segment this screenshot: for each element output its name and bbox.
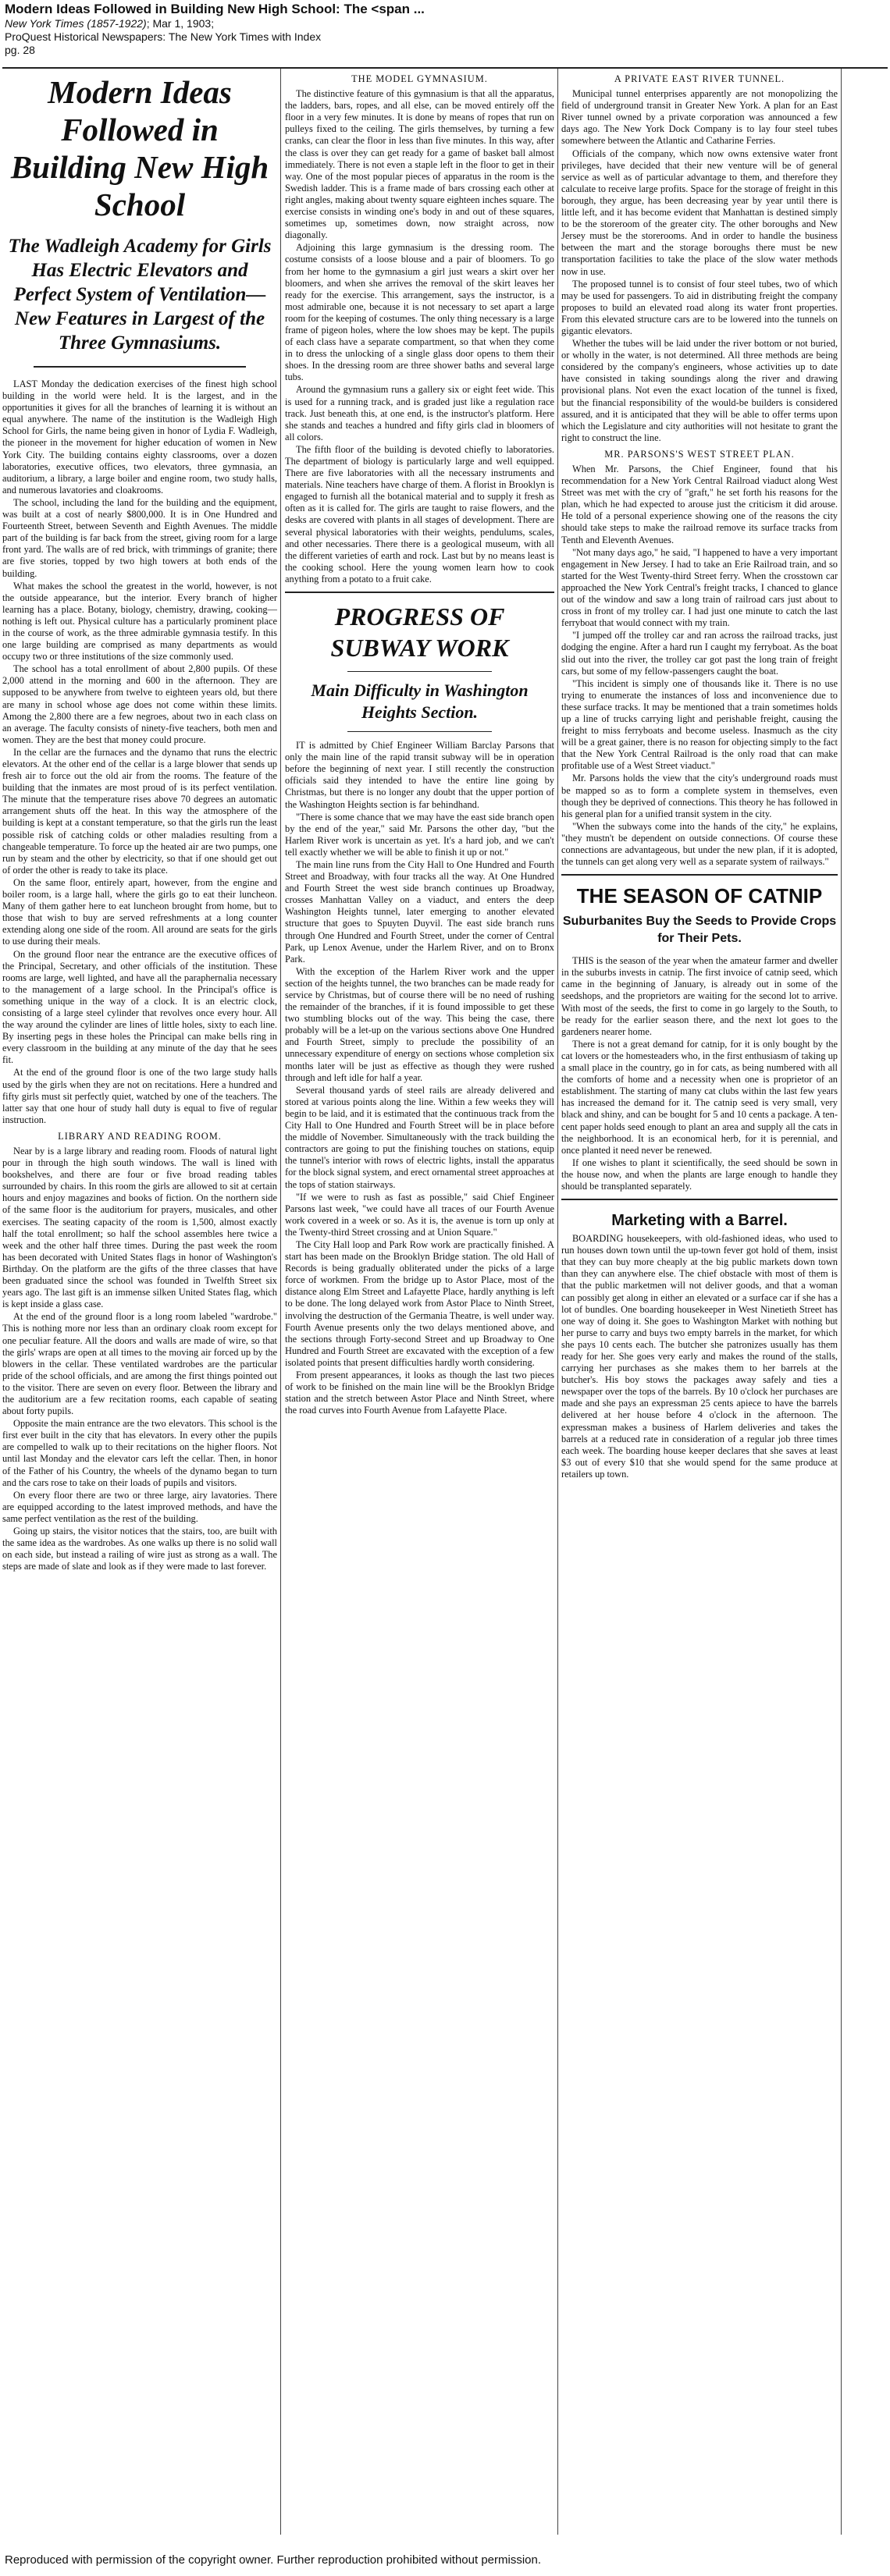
headline-rule: [34, 366, 246, 368]
section-rule: [561, 1199, 838, 1200]
article-paragraph: "If we were to rush as fast as possible," said Chief Engineer Parsons last week, "we could have all traces of our Fourth Avenue work covered in a week or so. As it is, the avenue is torn up only at the Twenty-third Street crossing and at Union Square.": [285, 1191, 554, 1238]
subway-body: [285, 740, 554, 1416]
article-paragraph: "There is some chance that we may have the east side branch open by the end of the year," said Mr. Parsons the other day, "but the Harlem River work is uncertain as yet. It's a hard job, and we can't tell exactly whether we will be able to finish it up or not.": [285, 811, 554, 858]
column-2: [285, 69, 554, 2535]
article-paragraph: The school has a total enrollment of about 2,800 pupils. Of these 2,000 attend in the morning and 600 in the afternoon. They are supposed to be anywhere from twelve to eighteen years old, but there are many in school whose age does not come within these limits. Among the 2,800 there are a few negroes, about two in each class on an average. The faculty consists of ninety-five teachers, both men and women. They are the best that money could procure.: [2, 663, 277, 745]
article-title-link[interactable]: Modern Ideas Followed in Building New High School: The <span ...: [5, 2, 425, 16]
article-paragraph: THIS is the season of the year when the amateur farmer and dweller in the suburbs invests in catnip. The first invoice of catnip seed, which came in the beginning of January, is already out in some of the seedshops, and the proprietors are waiting for the second lot to arrive. With most of the seeds, the first to come in go largely to the South, to be ready for the earlier season there, and the next lot goes to the gardeners nearer home.: [561, 955, 838, 1037]
article-paragraph: BOARDING housekeepers, with old-fashioned ideas, who used to run houses down town until the up-town fever got hold of them, insist that they can buy more cheaply at the big public markets down town than they can anywhere else. The chief obstacle with most of them is that the public marketmen will not deliver goods, and that a woman can possibly get along in either an elevated or a surface car if she has a lot of bundles. One boarding housekeeper in West Ninetieth Street has one way of doing it. She goes to Washington Market with nothing but her purse to carry and buys two empty barrels in the market, for which she pays 10 cents each. The butcher she patronizes usually has them ready for her. She goes very early and makes the round of the stalls, carrying her purchases as she makes them to her barrels at the butcher's. His boy stows the packages away safely and ties a newspaper over the tops of the barrels. By 10 o'clock her purchases are made and she pays an expressman 25 cents apiece to have the barrels delivered at her house before 4 o'clock in the afternoon. The expressman makes a business of Harlem deliveries and takes the barrels at a reduced rate in consideration of a regular job three times each week. The boarding house keeper declares that she saves at least $3 out of every $10 that she would spend for the same produce at retailers up town.: [561, 1233, 838, 1480]
citation-header: [5, 2, 885, 57]
catnip-headline: THE SEASON OF CATNIP: [576, 884, 823, 908]
gymnasium-subhead: THE MODEL GYMNASIUM.: [351, 73, 488, 84]
publication-date: ; Mar 1, 1903;: [146, 17, 215, 30]
article-paragraph: On every floor there are two or three large, airy lavatories. There are equipped according to the latest improved methods, and have the same perfect ventilation as the rest of the building.: [2, 1489, 277, 1524]
barrel-body: [561, 1233, 838, 1480]
newspaper-article: [2, 67, 888, 2535]
citation-source-line: [5, 17, 885, 30]
article-paragraph: Several thousand yards of steel rails are already delivered and stored at various points along the line. Within a few weeks they will begin to be laid, and it is estimated that the continuous track from the City Hall to One Hundred and Fourth Street will be in place before the middle of November. Simultaneously with the track building the contractors are going to put the finishing touches on stations, equip the tunnel's interior with rows of electric lights, install the apparatus for the block signal system, and erect ornamental street approaches at the tops of station stairways.: [285, 1084, 554, 1190]
article-paragraph: When Mr. Parsons, the Chief Engineer, found that his recommendation for a New York Central Railroad viaduct along West Street was met with the cry of "graft," he set forth his reasons for the plan, which he had expected to arouse just the criticism it did arouse. He told of a personal experience showing one of the reasons the city should take steps to make the railroad remove its surface tracks from Tenth and Eleventh Avenues.: [561, 464, 838, 545]
article-paragraph: There is not a great demand for catnip, for it is only bought by the cat lovers or the homesteaders who, in the first enthusiasm of taking up a small place in the country, go in for cats, as being numbered with all the comforts of home and a necessity when one is proprietor of an establishment. The starting of many cat clubs within the last few years has increased the demand for it. The catnip seed is very small, very black and shiny, and can be bought for 5 and 10 cents a package. A ten-cent paper holds seed enough to plant an area and supply all the cats in the neighborhood. It is an economical herb, for it is perennial, and once planted it need never be renewed.: [561, 1038, 838, 1156]
column-divider: [557, 69, 558, 2535]
article-paragraph: From present appearances, it looks as though the last two pieces of work to be finished on the main line will be the Brooklyn Bridge station and the stretch between Astor Place and Ninth Street, where the road curves into Fourth Avenue from Lafayette Place.: [285, 1370, 554, 1416]
article-paragraph: The distinctive feature of this gymnasium is that all the apparatus, the ladders, bars, ropes, and all else, can be moved entirely off the floor in a very few minutes. It is done by means of ropes that run on pulleys fixed to the ceiling. The girls themselves, by turning a few cranks, can clear the floor in less than five minutes. In this way, after the class is over they can get ready for a game of basket ball almost immediately. There is not even a staple left in the floor to get in their way. One of the most popular pieces of apparatus in the room is the Swedish ladder. This is a frame made of bars crossing each other at right angles, making about twenty square eighteen inches square. The exercise consists in winding one's body in and out of these squares, sometimes up, sometimes down, now straight across, now diagonally.: [285, 88, 554, 241]
article-paragraph: "When the subways come into the hands of the city," he explains, "they mustn't be dependent on outside connections. Of course these connections are advantageous, but under the new plan, if it is adopted, the tunnels can get along very well as a separate system of railways.": [561, 820, 838, 868]
article-paragraph: IT is admitted by Chief Engineer William Barclay Parsons that only the main line of the rapid transit subway will be in operation before the beginning of next year. I still recently the construction officials said they intended to have the entire line going by Christmas, but there is no longer any doubt that the upper portion of the Washington Heights section is far behindhand.: [285, 740, 554, 810]
east-river-tunnel-subhead: A PRIVATE EAST RIVER TUNNEL.: [614, 73, 785, 84]
section-rule: [285, 592, 554, 593]
article-paragraph: The main line runs from the City Hall to One Hundred and Fourth Street and Broadway, with four tracks all the way. At One Hundred and Fourth Street the west side branch continues up Broadway, crosses Manhattan Valley on a viaduct, and enters the deep Washington Heights tunnel, later emerging to another elevated structure that goes to Spuyten Duyvil. The east side branch runs through One Hundred and Fourth Street, under the corner of Central Park, up Lenox Avenue, under the Harlem River, and on to Bronx Park.: [285, 858, 554, 965]
article-paragraph: Near by is a large library and reading room. Floods of natural light pour in through the high south windows. The wall is lined with bookshelves, and there are four or five broad reading tables surrounded by chairs. In this room the girls are allowed to sit at certain hours and enjoy magazines and books of fiction. On the northern side of the same floor is the auditorium for prayers, musicales, and other exercises. The seating capacity of the room is 1,500, almost exactly half the total enrollment; so half the school assembles here twice a week and the other half three times. During the past week the room has been decorated with United States flags in honor of Washington's Birthday. On the platform are the gifts of the three classes that have been graduated since the school was founded in Twelfth Street six years ago. The last gift is an immense silken United States flag, which is kept inside a glass case.: [2, 1146, 277, 1310]
subway-headline: PROGRESS OF SUBWAY WORK: [330, 602, 509, 663]
article-paragraph: With the exception of the Harlem River work and the upper section of the heights tunnel, the two branches can be made ready for service by Christmas, but of course there will be no need of rushing the remainder of the branches, if it is found impossible to get these two stumbling blocks out of the way. This being the case, there probably will be a let-up on the various sections above One Hundred and Fourth Street, simply to preclude the possibility of an unnecessary expenditure of energy on sections whose completion six months later will be just as effective as though they were rushed through and left idle for half a year.: [285, 965, 554, 1083]
newspaper-name: New York Times (1857-1922): [5, 17, 147, 30]
column-divider: [280, 69, 281, 2535]
copyright-notice: Reproduced with permission of the copyright owner. Further reproduction prohibited without permission.: [5, 2553, 542, 2567]
article-paragraph: What makes the school the greatest in the world, however, is not the outside appearance, but the interior. Every branch of higher learning has a place. Botany, biology, chemistry, drawing, cooking—nothing is left out. Physical culture has a particularly prominent place in the course of work, as the three admirable gymnasia testify. In this one large building are comprised as many departments as would occupy two or three institutions of the size commonly used.: [2, 580, 277, 663]
database-name: ProQuest Historical Newspapers: The New York Times with Index: [5, 30, 322, 43]
article-paragraph: At the end of the ground floor is one of the two large study halls used by the girls when they are not on recitations. Here a hundred and fifty girls must sit perfectly quiet, watched by one of the teachers. The latter say that one hour of study hall duty is equal to five of regular instruction.: [2, 1067, 277, 1125]
subway-subheadline: Main Difficulty in Washington Heights Section.: [311, 680, 529, 723]
page-number: pg. 28: [5, 44, 35, 56]
article-paragraph: "This incident is simply one of thousands like it. There is no use trying to enumerate the instances of loss and inconvenience due to these surface tracks. It may be mentioned that a train sometimes holds up a line of trucks carrying light and perishable freight, causing the freight to miss ferryboats and become useless. Inasmuch as the city will be a great gainer, there is no reason for objecting simply to the fact that the New York Central Railroad is the only road that can make profitable use of a West Street viaduct.": [561, 677, 838, 772]
main-subheadline: The Wadleigh Academy for Girls Has Electric Elevators and Perfect System of Ventilation—New Features in Largest of the Three Gymnasiums.: [8, 236, 272, 354]
catnip-subheadline: Suburbanites Buy the Seeds to Provide Crops for Their Pets.: [562, 915, 837, 946]
west-street-plan-body: [561, 464, 838, 868]
catnip-body: [561, 955, 838, 1192]
barrel-headline: Marketing with a Barrel.: [611, 1212, 788, 1230]
column-divider: [841, 69, 842, 2535]
column-1-body: [2, 378, 277, 1572]
column-3: [561, 69, 838, 2535]
article-paragraph: The fifth floor of the building is devoted chiefly to laboratories. The department of biology is particularly large and well equipped. There are five laboratories with all the necessary instruments and materials. Nine teachers have charge of them. A florist in Brooklyn is engaged to furnish all the botanical material and to supply it fresh as often as it is called for. The girls are taught to raise flowers, and the desks are covered with plants in all stages of development. There are several physical laboratories with their weights, pendulums, scales, and other necessaries. There there is a geological museum, with all the different varieties of earth and rock. Last but by no means least is the cooking school. Here the young women learn how to cook anything from a potato to a fruit cake.: [285, 443, 554, 584]
gymnasium-body: [285, 88, 554, 585]
article-paragraph: At the end of the ground floor is a long room labeled "wardrobe." This is nothing more nor less than an ordinary cloak room except for one peculiar feature. All the doors and walls are made of wire, so that the girls' wraps are open at all times to the moving air forced up by the blowers in the cellar. These ventilated wardrobes are the particular pride of the school officials, and are among the first things pointed out to the visitor. There are seven on every floor. Between the library and the auditorium are a few recitation rooms, each capable of seating about forty pupils.: [2, 1311, 277, 1417]
article-paragraph: Officials of the company, which now owns extensive water front privileges, have decided that their new venture will be of general service as well as of particular advantage to them, and therefore they calculate to receive large profits. Space for the storage of freight in this borough, they argue, has been decreasing year by year until there is little left, and it has become evident that Manhattan is destined simply to be the storeroom of the greater city. The other boroughs and New Jersey must be the storerooms. And in order to handle the business between the mart and the storage boroughs there must be new transportation facilities to take the place of the slow water methods now in use.: [561, 147, 838, 277]
section-subhead: LIBRARY AND READING ROOM.: [58, 1130, 222, 1142]
article-paragraph: Opposite the main entrance are the two elevators. This school is the first ever built in the city that has elevators. In every other the pupils are compelled to walk up to their recitations on the higher floors. Not until last Monday and the elevator cars left the cellar. Then, in honor of the Father of his Country, the wheels of the dynamo began to turn and the cars rose to take on their loads of pupils and visitors.: [2, 1418, 277, 1488]
article-paragraph: On the ground floor near the entrance are the executive offices of the Principal, Secretary, and other officials of the institution. These rooms are large, well lighted, and have all the paraphernalia necessary to the management of a large school. In the Principal's office is something unique in the way of a clock. It is an electric clock, consisting of a large steel cylinder that revolves once every hour. All the way around the cylinder are lines of little holes, sixty to each line. By inserting pegs in these holes the Principal can make bells ring in every classroom in the building at any minute of the day that he sees fit.: [2, 948, 277, 1066]
article-paragraph: On the same floor, entirely apart, however, from the engine and boiler room, is a large hall, where the girls go to eat their luncheon. Many of them gather here to eat luncheon brought from home, but to those that wish to buy are served refreshments at a long counter extending along one side of the room. All around are seats for the girls to use during their meals.: [2, 876, 277, 947]
subway-headline-rule: [347, 671, 492, 672]
article-paragraph: Municipal tunnel enterprises apparently are not monopolizing the field of underground transit in Greater New York. A plan for an East River tunnel owned by a private corporation was announced a few days ago. The New York Dock Company is to lay four steel tubes somewhere between the Atlantic and Catharine Ferries.: [561, 88, 838, 147]
article-paragraph: If one wishes to plant it scientifically, the seed should be sown in the house now, and when the plants are large enough to handle they should be transplanted separately.: [561, 1157, 838, 1192]
article-paragraph: Mr. Parsons holds the view that the city's underground roads must be mapped so as to form a complete system in themselves, even though they be deprived of connections. This theory he has followed in his general plan for a unified transit system in the city.: [561, 773, 838, 819]
article-paragraph: The City Hall loop and Park Row work are practically finished. A start has been made on the Brooklyn Bridge station. The old Hall of Records is being gradually obliterated under the picks of a large force of workmen. From the bridge up to Astor Place, most of the distance along Elm Street and Lafayette Place, hardly anything is left to be done. The long delayed work from Astor Place to Ninth Street, involving the destruction of the Germania Theatre, is well under way. Fourth Avenue presents only the two delays mentioned above, and the sections through Forty-second Street and up Broadway to One Hundred and Fourth Street are excavated with the exception of a few isolated points that present difficulties hardly worth considering.: [285, 1238, 554, 1368]
article-paragraph: Around the gymnasium runs a gallery six or eight feet wide. This is used for a running track, and is graded just like a regulation race track. Just beneath this, at one end, is the instructor's platform. Here she stands and teaches a hundred and fifty girls clad in bloomers of all colors.: [285, 384, 554, 442]
article-paragraph: The school, including the land for the building and the equipment, was built at a cost of nearly $800,000. It is in One Hundred and Fourteenth Street, between Seventh and Eighth Avenues. The middle part of the building is far back from the street, giving room for a large front yard. The walls are of red brick, with trimmings of granite; there are five stories, topped by two high towers at both ends of the building.: [2, 496, 277, 579]
subway-subheadline-rule: [347, 731, 492, 732]
east-river-tunnel-body: [561, 88, 838, 444]
main-headline: Modern Ideas Followed in Building New High School: [10, 74, 269, 222]
article-paragraph: The proposed tunnel is to consist of four steel tubes, two of which may be used for passengers. To aid in distributing freight the company proposes to build an elevated road along its water front properties. From this elevated structure cars are to be lowered into the tunnels on gigantic elevators.: [561, 278, 838, 336]
article-paragraph: Adjoining this large gymnasium is the dressing room. The costume consists of a loose blouse and a pair of bloomers. To go from her home to the gymnasium a girl just wears a skirt over her bloomers, and when she arrives the removal of the skirt leaves her ready for the exercise. This arrangement, says the instructor, is a most admirable one, because it is not necessary to set apart a large room for the keeping of costumes. The only thing necessary is a large frame of pigeon holes, where the low shoes may be kept. The pupils of each class have a separate compartment, so that when they come in to dress the unlocking of a single glass door opens to them their shoes. In the dressing room are three shower baths and several large tubs.: [285, 242, 554, 383]
article-paragraph: LAST Monday the dedication exercises of the finest high school building in the world were held. It is the largest, and in the opportunities it gives for all the branches of learning it is without an equal anywhere. The name of the institution is the Wadleigh High School for Girls, the name being given in honor of Lydia F. Wadleigh, the pioneer in the movement for higher education of women in New York City. The building contains eighty classrooms, over a dozen laboratories, executive offices, two elevators, three gymnasia, an auditorium, a library, a large boiler and engine room, two study halls, and numerous lavatories and cloakrooms.: [2, 378, 277, 496]
article-paragraph: "Not many days ago," he said, "I happened to have a very important engagement in New Jersey. I had to take an Erie Railroad train, and so started for the West Twenty-third Street ferry. When the crosstown car approached the New York Central's freight tracks, I chanced to glance out of the window and saw a long train of railroad cars just about to cross in front of my trolley car. I had just one minute to catch the last ferryboat that would connect with my train.: [561, 546, 838, 629]
article-paragraph: Going up stairs, the visitor notices that the stairs, too, are built with the same idea as the wardrobes. As one walks up there is no solid wall on each side, but instead a railing of wire just as strong as a wall. The steps are made of slate and look as if they were made to last forever.: [2, 1526, 277, 1572]
section-rule: [561, 874, 838, 876]
article-paragraph: In the cellar are the furnaces and the dynamo that runs the electric elevators. At the other end of the cellar is a large blower that sends up fresh air to force out the old air from the rooms. The feature of the building that the inmates are most proud of is its perfect ventilation. The minute that the temperature rises above 70 degrees an automatic arrangement shuts off the heat. In this way the atmosphere of the building is kept at a constant temperature, so that the girls run the least possible risk of catching colds or other maladies resulting from a changeable temperature. To force up the heated air are two pumps, one run by steam and the other by electricity, so that if one should get out of order the other is ready to take its place.: [2, 746, 277, 876]
west-street-plan-subhead: MR. PARSONS'S WEST STREET PLAN.: [604, 448, 795, 460]
article-paragraph: "I jumped off the trolley car and ran across the railroad tracks, just dodging the engine. After a hard run I caught my ferryboat. As the boat slid out into the river, the trolley car got past the long train of freight cars, but some of my fellow-passengers caught the boat.: [561, 630, 838, 677]
column-1: [2, 69, 277, 2535]
article-paragraph: Whether the tubes will be laid under the river bottom or not buried, or wholly in the water, is not determined. All three methods are being considered by the company's engineers, whose activities up to date have consisted in taking soundings along the river and drawing provisional plans. Not even the exact location of the tunnel is fixed, but the financial responsibility of the would-be builders is considered assured, and it is anticipated that they will be able to offer terms upon which the Legislature and city authorities will not hesitate to grant the right to construct the line.: [561, 338, 838, 443]
